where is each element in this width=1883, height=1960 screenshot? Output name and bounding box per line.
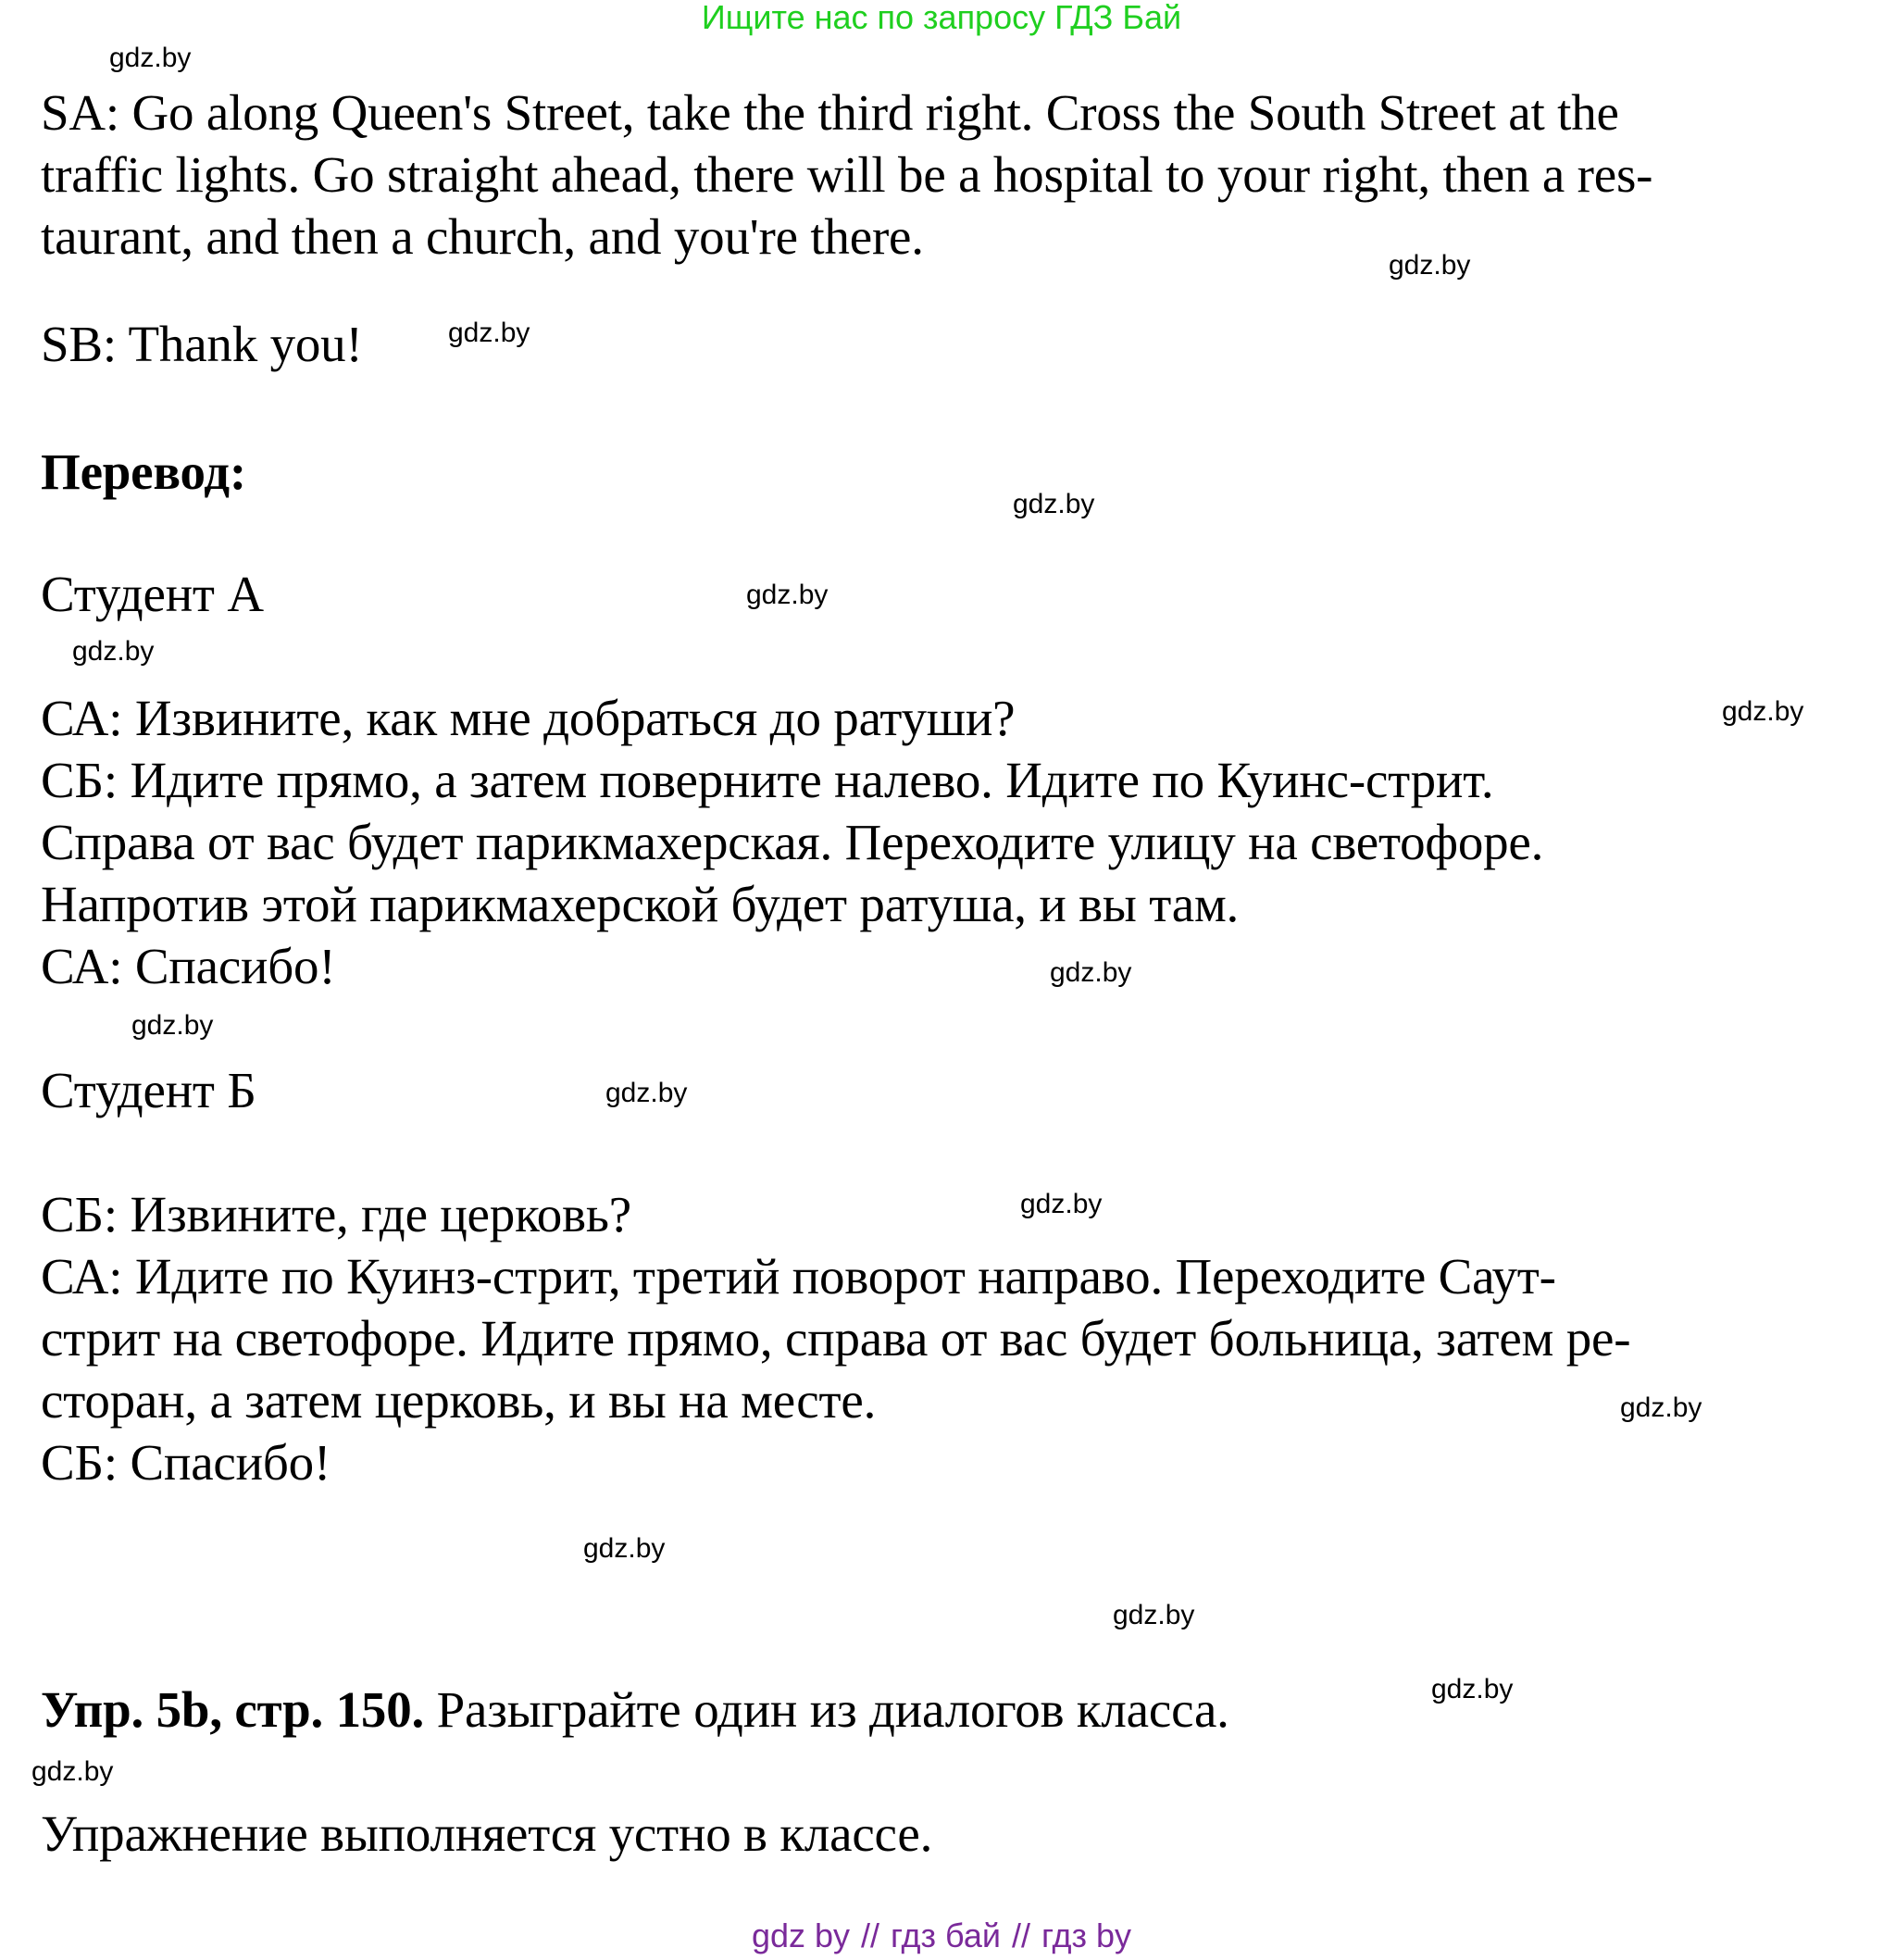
- dialog-line: СБ: Спасибо!: [41, 1434, 331, 1491]
- translation-heading: Перевод:: [41, 443, 246, 500]
- footer-separator: //: [1011, 1916, 1030, 1954]
- watermark: gdz.by: [131, 1010, 214, 1041]
- watermark: gdz.by: [1050, 957, 1132, 988]
- exercise-task: Разыграйте один из диалогов класса.: [424, 1681, 1229, 1738]
- watermark: gdz.by: [583, 1533, 666, 1564]
- dialog-line: СБ: Извините, где церковь?: [41, 1186, 631, 1242]
- watermark: gdz.by: [1013, 489, 1095, 519]
- watermark: gdz.by: [746, 580, 829, 610]
- dialog-line: СБ: Идите прямо, а затем поверните налево. Идите по Куинс-стрит.: [41, 752, 1494, 808]
- dialog-line: traffic lights. Go straight ahead, there will be a hospital to your right, then a res-: [41, 146, 1653, 203]
- dialog-line: СА: Идите по Куинз-стрит, третий поворот направо. Переходите Саут-: [41, 1248, 1556, 1305]
- exercise-note: Упражнение выполняется устно в классе.: [41, 1805, 933, 1862]
- dialog-line: сторан, а затем церковь, и вы на месте.: [41, 1372, 877, 1429]
- student-a-title: Студент А: [41, 566, 264, 622]
- watermark: gdz.by: [1431, 1674, 1514, 1704]
- dialog-line: стрит на светофоре. Идите прямо, справа от вас будет больница, затем ре-: [41, 1310, 1631, 1367]
- footer-item: гдз by: [1041, 1916, 1132, 1954]
- exercise-label: Упр. 5b, стр. 150.: [41, 1681, 425, 1738]
- watermark: gdz.by: [605, 1078, 688, 1108]
- footer: [0, 1916, 1883, 1955]
- dialog-line: СА: Извините, как мне добраться до ратуши?: [41, 690, 1016, 746]
- watermark: gdz.by: [72, 636, 155, 667]
- watermark: gdz.by: [31, 1756, 114, 1787]
- watermark: gdz.by: [1620, 1392, 1702, 1423]
- footer-separator: //: [861, 1916, 880, 1954]
- watermark: gdz.by: [1389, 250, 1471, 281]
- watermark: gdz.by: [1113, 1600, 1195, 1630]
- dialog-line: taurant, and then a church, and you're there.: [41, 208, 924, 265]
- dialog-line: СА: Спасибо!: [41, 938, 336, 994]
- student-b-title: Студент Б: [41, 1062, 256, 1118]
- top-banner: Ищите нас по запросу ГДЗ Бай: [701, 0, 1182, 36]
- dialog-line: Справа от вас будет парикмахерская. Переходите улицу на светофоре.: [41, 814, 1544, 870]
- watermark: gdz.by: [448, 318, 530, 348]
- dialog-line: SB: Thank you!: [41, 316, 363, 372]
- footer-item: гдз бай: [891, 1916, 1001, 1954]
- dialog-line: Напротив этой парикмахерской будет ратуша, и вы там.: [41, 876, 1240, 932]
- watermark: gdz.by: [109, 43, 192, 73]
- footer-item: gdz by: [751, 1916, 851, 1954]
- watermark: gdz.by: [1722, 696, 1804, 727]
- exercise-line: [41, 1679, 1229, 1741]
- dialog-line: SA: Go along Queen's Street, take the third right. Cross the South Street at the: [41, 84, 1619, 141]
- watermark: gdz.by: [1020, 1189, 1103, 1219]
